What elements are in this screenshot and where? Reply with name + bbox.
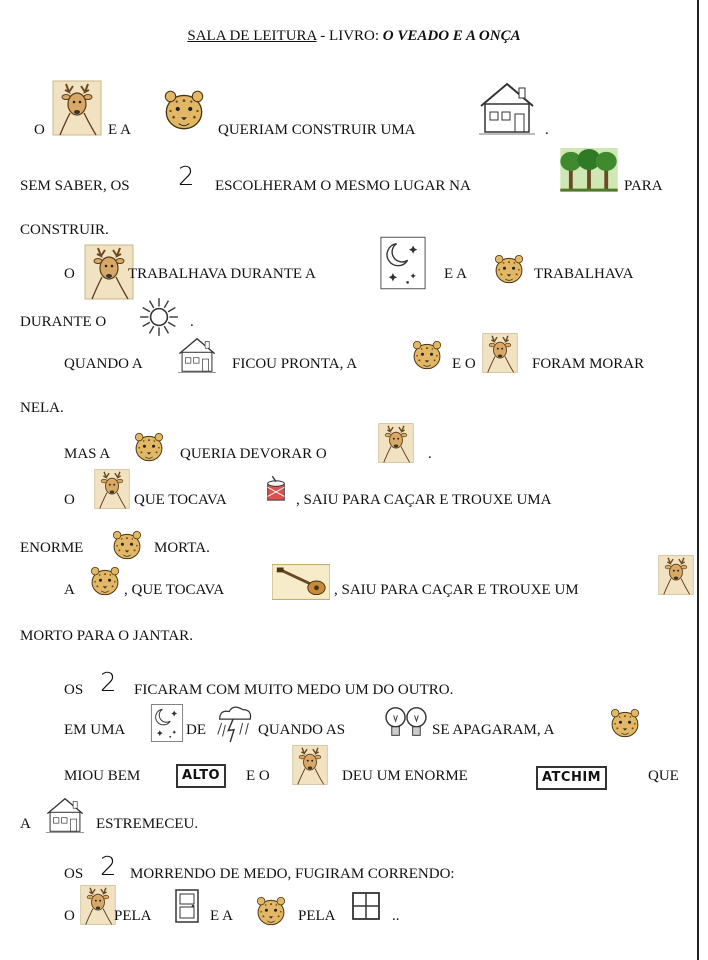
forest-icon bbox=[560, 148, 618, 192]
word: DURANTE O bbox=[20, 314, 107, 330]
word: .. bbox=[392, 908, 400, 924]
house-icon bbox=[474, 80, 540, 136]
word: OS bbox=[64, 682, 84, 698]
word: FICARAM COM MUITO MEDO UM DO OUTRO. bbox=[134, 682, 454, 698]
word: ESCOLHERAM O MESMO LUGAR NA bbox=[215, 178, 471, 194]
sun-icon bbox=[138, 296, 180, 338]
word: A bbox=[64, 582, 75, 598]
word: , SAIU PARA CAÇAR E TROUXE UM bbox=[334, 582, 579, 598]
word: NELA. bbox=[20, 400, 64, 416]
jaguar-icon bbox=[408, 336, 446, 374]
house-icon bbox=[174, 336, 220, 374]
word: . bbox=[190, 314, 194, 330]
guitar-icon bbox=[272, 564, 330, 600]
moon-stars-icon bbox=[380, 236, 426, 290]
deer-icon bbox=[94, 468, 130, 510]
word: . bbox=[428, 446, 432, 462]
jaguar-icon bbox=[606, 704, 644, 742]
door-icon bbox=[172, 888, 202, 924]
word: OS bbox=[64, 866, 84, 882]
word: FORAM MORAR bbox=[532, 356, 645, 372]
word: QUANDO A bbox=[64, 356, 143, 372]
word: E O bbox=[452, 356, 476, 372]
number-two: 2 bbox=[100, 668, 117, 698]
alto-sound-box: ALTO bbox=[176, 764, 226, 788]
window-icon bbox=[350, 890, 382, 922]
word: ESTREMECEU. bbox=[96, 816, 199, 832]
word: DE bbox=[186, 722, 206, 738]
word: EM UMA bbox=[64, 722, 126, 738]
page-border bbox=[697, 0, 699, 960]
word: CONSTRUIR. bbox=[20, 222, 109, 238]
word: E A bbox=[210, 908, 233, 924]
word: PELA bbox=[114, 908, 152, 924]
word: MORTA. bbox=[154, 540, 210, 556]
jaguar-icon bbox=[130, 428, 168, 466]
deer-icon bbox=[658, 554, 694, 596]
deer-icon bbox=[84, 244, 134, 300]
word: O bbox=[64, 492, 75, 508]
word: E A bbox=[108, 122, 131, 138]
word: QUE TOCAVA bbox=[134, 492, 227, 508]
storm-icon bbox=[212, 702, 256, 744]
moon-stars-icon bbox=[150, 704, 184, 742]
deer-icon bbox=[378, 422, 414, 464]
word: MORTO PARA O JANTAR. bbox=[20, 628, 193, 644]
jaguar-icon bbox=[86, 562, 124, 600]
word: ENORME bbox=[20, 540, 84, 556]
house-icon bbox=[42, 796, 88, 834]
word: O bbox=[64, 908, 75, 924]
title-lead: SALA DE LEITURA bbox=[187, 28, 317, 44]
word: SEM SABER, OS bbox=[20, 178, 130, 194]
deer-icon bbox=[80, 884, 116, 926]
word: MORRENDO DE MEDO, FUGIRAM CORRENDO: bbox=[130, 866, 455, 882]
word: PARA bbox=[624, 178, 663, 194]
word: , SAIU PARA CAÇAR E TROUXE UMA bbox=[296, 492, 552, 508]
word: DEU UM ENORME bbox=[342, 768, 468, 784]
word: A bbox=[20, 816, 31, 832]
word: TRABALHAVA bbox=[534, 266, 634, 282]
word: QUE bbox=[648, 768, 679, 784]
word: E O bbox=[246, 768, 270, 784]
word: TRABALHAVA DURANTE A bbox=[128, 266, 316, 282]
word: E A bbox=[444, 266, 467, 282]
word: PELA bbox=[298, 908, 336, 924]
drum-icon bbox=[264, 476, 288, 504]
jaguar-icon bbox=[108, 526, 146, 564]
jaguar-icon bbox=[252, 892, 290, 930]
light-bulbs-icon bbox=[382, 704, 430, 742]
number-two: 2 bbox=[178, 162, 195, 192]
word: QUERIA DEVORAR O bbox=[180, 446, 327, 462]
deer-icon bbox=[482, 332, 518, 374]
word: SE APAGARAM, A bbox=[432, 722, 555, 738]
word: O bbox=[64, 266, 75, 282]
deer-icon bbox=[292, 744, 328, 786]
word: MAS A bbox=[64, 446, 111, 462]
deer-icon bbox=[52, 80, 102, 136]
word: , QUE TOCAVA bbox=[124, 582, 225, 598]
word: MIOU BEM bbox=[64, 768, 141, 784]
jaguar-icon bbox=[490, 250, 528, 288]
word: O bbox=[34, 122, 45, 138]
page-title bbox=[0, 28, 708, 45]
title-separator: - LIVRO: bbox=[316, 28, 383, 44]
number-two: 2 bbox=[100, 852, 117, 882]
jaguar-icon bbox=[158, 84, 210, 136]
word: QUERIAM CONSTRUIR UMA bbox=[218, 122, 416, 138]
word: FICOU PRONTA, A bbox=[232, 356, 358, 372]
word: QUANDO AS bbox=[258, 722, 346, 738]
atchim-sound-box: ATCHIM bbox=[536, 766, 607, 790]
book-title: O VEADO E A ONÇA bbox=[382, 28, 521, 44]
word: . bbox=[545, 122, 549, 138]
